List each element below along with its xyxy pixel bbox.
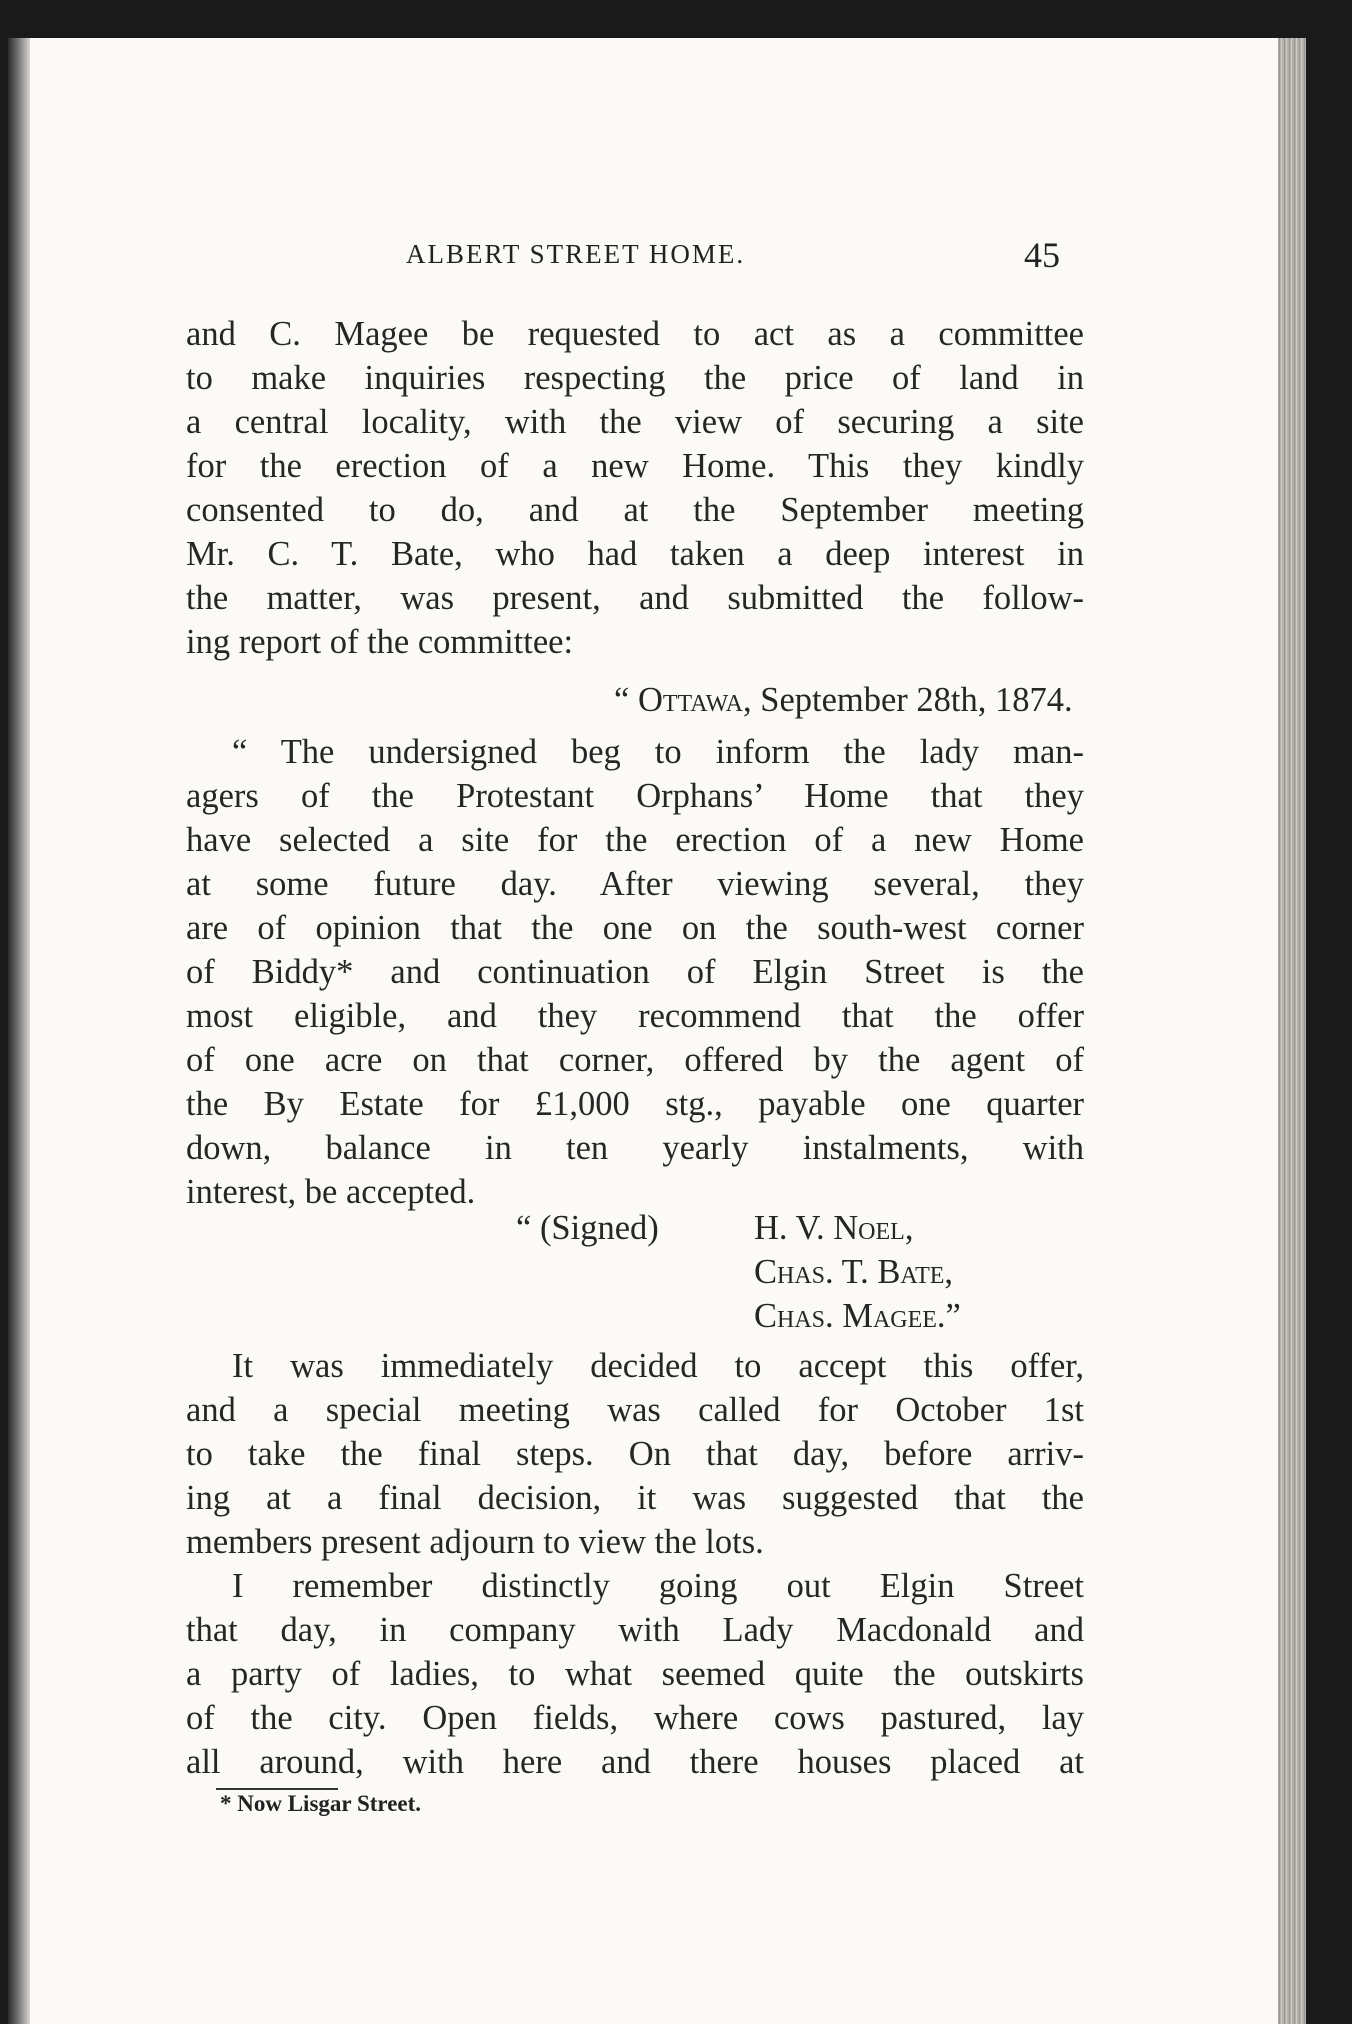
letter-line: at some future day. After viewing several, they — [186, 865, 1084, 903]
letter-line: the By Estate for £1,000 stg., payable one quarter — [186, 1085, 1084, 1123]
letter-line: down, balance in ten yearly instalments, with — [186, 1129, 1084, 1167]
text-line: and C. Magee be requested to act as a committee — [186, 315, 1084, 353]
letter-line: of Biddy* and continuation of Elgin Street is the — [186, 953, 1084, 991]
footnote-rule — [216, 1788, 338, 1790]
text-line: the matter, was present, and submitted the follow- — [186, 579, 1084, 617]
page-edge — [1278, 38, 1306, 2024]
footnote: * Now Lisgar Street. — [220, 1791, 422, 1816]
text-line: ing at a final decision, it was suggested that the — [186, 1479, 1084, 1517]
text-line: I remember distinctly going out Elgin Street — [232, 1567, 1084, 1605]
signed-label: “ (Signed) — [516, 1209, 659, 1247]
text-line: Mr. C. T. Bate, who had taken a deep interest in — [186, 535, 1084, 573]
dateline-place: Ottawa, — [637, 681, 752, 719]
page-gutter — [8, 38, 30, 2024]
page-number: 45 — [1024, 235, 1060, 275]
signatory-name: Chas. Magee.” — [754, 1297, 961, 1335]
text-line: It was immediately decided to accept this offer, — [232, 1347, 1084, 1385]
letter-line: “ The undersigned beg to inform the lady man- — [232, 733, 1084, 771]
book-page — [8, 38, 1306, 2024]
signatory-name: H. V. Noel, — [754, 1209, 914, 1247]
text-line: members present adjourn to view the lots. — [186, 1523, 764, 1561]
text-line: of the city. Open fields, where cows pastured, lay — [186, 1699, 1084, 1737]
text-line: ing report of the committee: — [186, 623, 574, 661]
text-line: a party of ladies, to what seemed quite the outskirts — [186, 1655, 1084, 1693]
letter-line: most eligible, and they recommend that the offer — [186, 997, 1084, 1035]
letter-line: are of opinion that the one on the south-west corner — [186, 909, 1084, 947]
text-line: for the erection of a new Home. This they kindly — [186, 447, 1084, 485]
text-line: to make inquiries respecting the price of land in — [186, 359, 1084, 397]
dateline-date: September 28th, 1874. — [751, 681, 1073, 719]
letter-line: have selected a site for the erection of a new Home — [186, 821, 1084, 859]
dateline-quote: “ — [614, 681, 638, 719]
letter-line: interest, be accepted. — [186, 1173, 476, 1211]
letter-line: agers of the Protestant Orphans’ Home that they — [186, 777, 1084, 815]
text-line: a central locality, with the view of securing a site — [186, 403, 1084, 441]
text-line: and a special meeting was called for October 1st — [186, 1391, 1084, 1429]
letter-dateline — [614, 678, 1073, 722]
text-line: to take the final steps. On that day, before arriv- — [186, 1435, 1084, 1473]
text-line: that day, in company with Lady Macdonald and — [186, 1611, 1084, 1649]
letter-line: of one acre on that corner, offered by the agent of — [186, 1041, 1084, 1079]
running-title: ALBERT STREET HOME. — [406, 239, 746, 269]
text-line: all around, with here and there houses placed at — [186, 1743, 1084, 1781]
text-line: consented to do, and at the September meeting — [186, 491, 1084, 529]
signatory-name: Chas. T. Bate, — [754, 1253, 954, 1291]
